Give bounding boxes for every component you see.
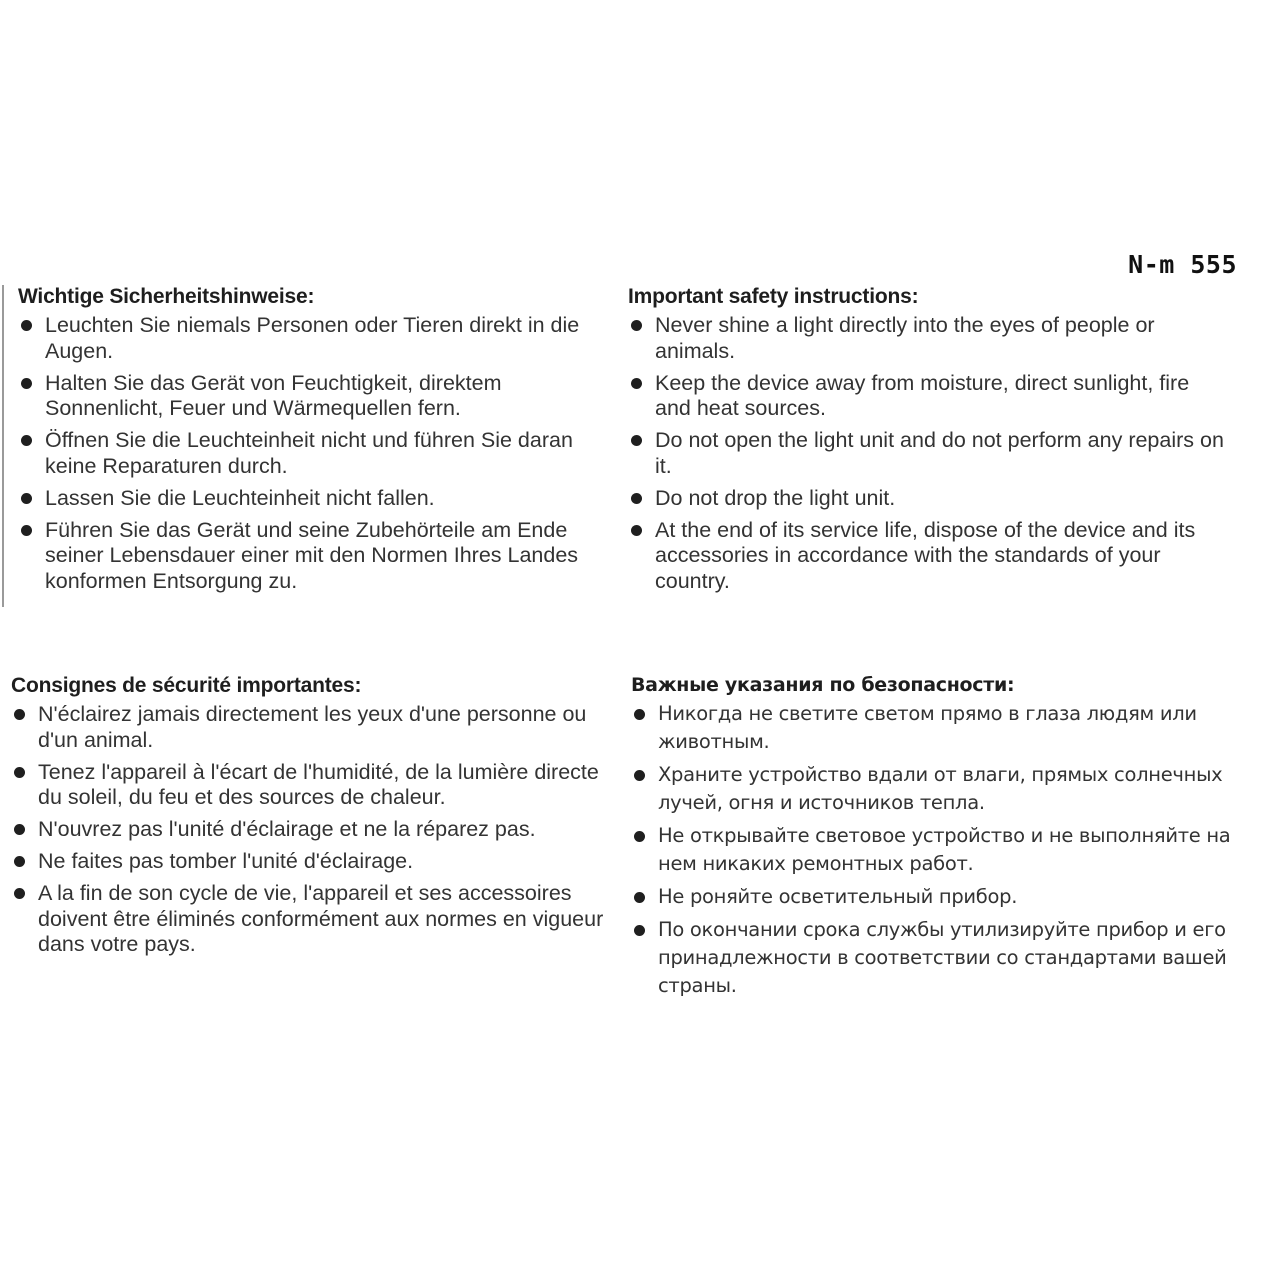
list-item-text: Храните устройство вдали от влаги, прямых солнечных лучей, огня и источников тепла. — [658, 763, 1223, 814]
list-item-text: A la fin de son cycle de vie, l'appareil et ses accessoires doivent être éliminés conformément aux normes en vigueur dans votre pays. — [38, 881, 604, 956]
list-item-text: Öffnen Sie die Leuchteinheit nicht und führen Sie daran keine Reparaturen durch. — [45, 428, 573, 478]
list-item-text: Никогда не светите светом прямо в глаза людям или животным. — [658, 702, 1197, 753]
bullet-icon — [631, 378, 642, 389]
list-item-text: Do not open the light unit and do not perform any repairs on it. — [655, 428, 1224, 478]
list-item — [11, 702, 611, 753]
bullet-icon — [634, 770, 645, 781]
bullet-icon — [14, 888, 25, 899]
safety-list — [631, 700, 1251, 1000]
list-item — [631, 916, 1251, 1000]
list-item — [18, 486, 582, 512]
safety-section-russian — [631, 674, 1251, 1005]
safety-section-french — [11, 674, 611, 964]
list-item-text: Halten Sie das Gerät von Feuchtigkeit, direktem Sonnenlicht, Feuer und Wärmequellen fern. — [45, 370, 502, 420]
list-item — [628, 428, 1228, 479]
safety-section-english — [628, 285, 1228, 601]
section-title: Important safety instructions: — [628, 285, 919, 308]
list-item — [11, 817, 611, 843]
list-item-text: Führen Sie das Gerät und seine Zubehörteile am Ende seiner Lebensdauer einer mit den Normen Ihres Landes konformen Entsorgung zu. — [45, 517, 579, 593]
bullet-icon — [631, 320, 642, 331]
bullet-icon — [634, 709, 645, 720]
list-item-text: Keep the device away from moisture, direct sunlight, fire and heat sources. — [655, 370, 1190, 420]
list-item-text: Не роняйте осветительный прибор. — [658, 885, 1018, 908]
list-item — [628, 371, 1228, 422]
section-title: Важные указания по безопасности: — [631, 674, 1015, 696]
list-item-text: Tenez l'appareil à l'écart de l'humidité, de la lumière directe du soleil, du feu et des sources de chaleur. — [38, 759, 599, 809]
list-item-text: Не открывайте световое устройство и не выполняйте на нем никаких ремонтных работ. — [658, 824, 1231, 875]
list-item — [631, 822, 1251, 878]
bullet-icon — [634, 831, 645, 842]
list-item — [631, 883, 1251, 911]
bullet-icon — [631, 525, 642, 536]
bullet-icon — [21, 525, 32, 536]
bullet-icon — [21, 378, 32, 389]
bullet-icon — [634, 925, 645, 936]
bullet-icon — [631, 493, 642, 504]
safety-list — [18, 313, 582, 594]
list-item-text: N'ouvrez pas l'unité d'éclairage et ne la réparez pas. — [38, 817, 536, 841]
section-title: Wichtige Sicherheitshinweise: — [18, 285, 315, 308]
list-item — [631, 700, 1251, 756]
safety-list — [11, 702, 611, 958]
model-code: N-m 555 — [1128, 250, 1237, 279]
list-item — [11, 760, 611, 811]
list-item-text: N'éclairez jamais directement les yeux d'une personne ou d'un animal. — [38, 702, 587, 752]
section-title: Consignes de sécurité importantes: — [11, 674, 362, 697]
list-item-text: Ne faites pas tomber l'unité d'éclairage. — [38, 849, 414, 873]
list-item — [18, 428, 582, 479]
list-item-text: Leuchten Sie niemals Personen oder Tieren direkt in die Augen. — [45, 313, 580, 363]
bullet-icon — [21, 320, 32, 331]
list-item — [631, 761, 1251, 817]
bullet-icon — [631, 435, 642, 446]
bullet-icon — [14, 767, 25, 778]
list-item — [628, 313, 1228, 364]
list-item — [628, 518, 1228, 595]
bullet-icon — [14, 824, 25, 835]
bullet-icon — [21, 493, 32, 504]
safety-section-german — [2, 285, 582, 607]
list-item-text: По окончании срока службы утилизируйте прибор и его принадлежности в соответствии со стандартами вашей страны. — [658, 918, 1227, 997]
list-item — [18, 371, 582, 422]
list-item-text: Lassen Sie die Leuchteinheit nicht fallen. — [45, 485, 435, 510]
bullet-icon — [21, 435, 32, 446]
bullet-icon — [14, 709, 25, 720]
bullet-icon — [634, 892, 645, 903]
list-item — [18, 313, 582, 364]
list-item-text: At the end of its service life, dispose of the device and its accessories in accordance with the standards of your country. — [655, 517, 1196, 593]
bullet-icon — [14, 856, 25, 867]
list-item — [11, 849, 611, 875]
list-item-text: Never shine a light directly into the eyes of people or animals. — [655, 313, 1155, 363]
list-item — [18, 518, 582, 595]
list-item — [628, 486, 1228, 512]
safety-list — [628, 313, 1228, 594]
list-item — [11, 881, 611, 958]
list-item-text: Do not drop the light unit. — [655, 485, 896, 510]
